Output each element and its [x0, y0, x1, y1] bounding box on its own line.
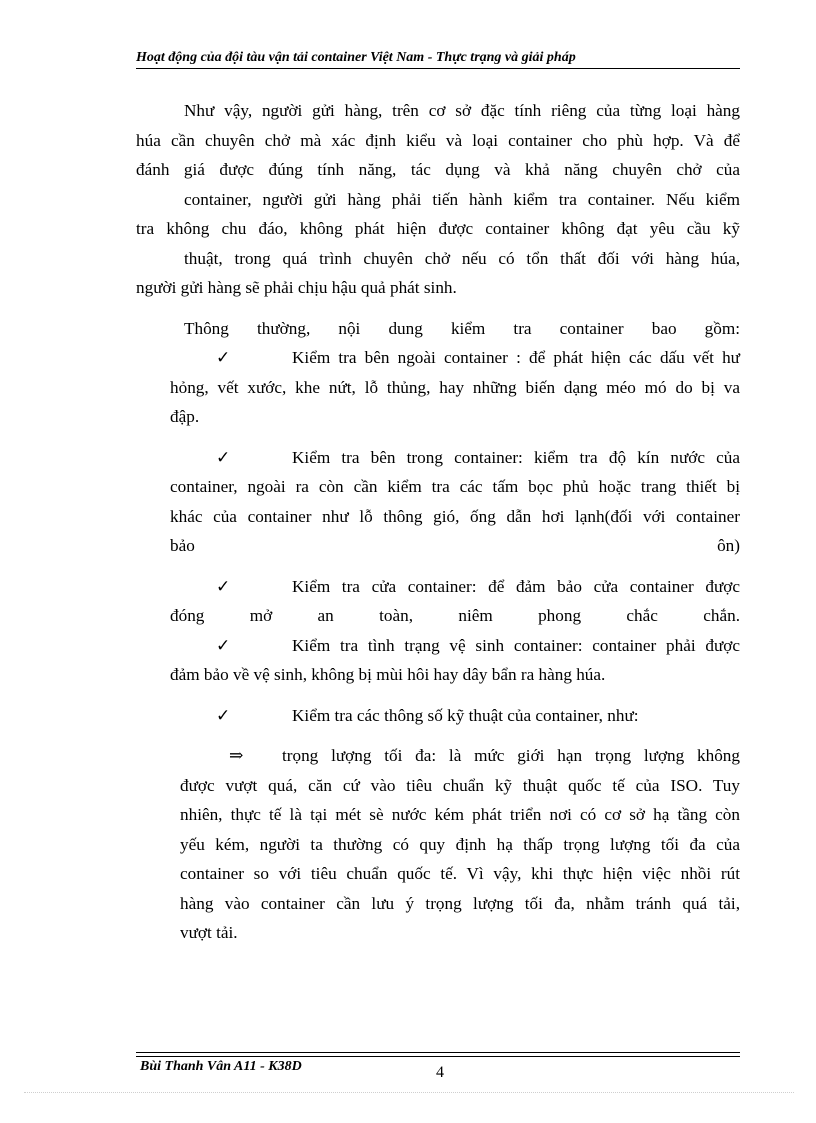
intro-line: Thông thường, nội dung kiểm tra container bao gồm: [184, 318, 740, 338]
bullet4-line2: đảm bảo về vệ sinh, không bị mùi hôi hay dây bẩn ra hàng húa. [170, 665, 606, 684]
sub1-line4: yếu kém, người ta thường có quy định hạ thấp trọng lượng tối đa của [180, 834, 740, 854]
bullet3-line1: Kiểm tra cửa container: để đảm bảo cửa container được [292, 576, 740, 596]
footer-author: Bùi Thanh Vân A11 - K38D [140, 1059, 302, 1074]
para2-line2: tra không chu đáo, không phát hiện được container không đạt yêu cầu kỹ [136, 219, 740, 238]
bullet2-line4: bảo ôn) [170, 536, 740, 555]
sub1-line2: được vượt quá, căn cứ vào tiêu chuẩn kỹ thuật quốc tế của ISO. Tuy [180, 775, 740, 795]
header-rule [136, 68, 740, 69]
bullet2-line1: Kiểm tra bên trong container: kiểm tra độ kín nước của [292, 447, 740, 467]
para3-line1: thuật, trong quá trình chuyên chở nếu có tổn thất đối với hàng húa, [184, 248, 740, 268]
bullet5-line1: Kiểm tra các thông số kỹ thuật của container, như: [292, 705, 639, 725]
bullet-item-door [136, 572, 740, 631]
bullet1-line1: Kiểm tra bên ngoài container : để phát hiện các dấu vết hư [292, 348, 740, 367]
check-mark-icon: ✓ [216, 705, 231, 725]
para1-line2: húa cần chuyên chở mà xác định kiểu và loại container cho phù hợp. Và để [136, 130, 740, 150]
bullet-item-interior [136, 443, 740, 561]
sub1-line3: nhiên, thực tế là tại mét sè nước kém phát triển nơi có cơ sở hạ tầng còn [180, 805, 740, 824]
check-mark-icon: ✓ [216, 348, 231, 367]
sub1-line1: trọng lượng tối đa: là mức giới hạn trọng lượng không [282, 746, 740, 765]
para1-line1: Như vậy, người gửi hàng, trên cơ sở đặc tính riêng của từng loại hàng [184, 101, 740, 120]
footer-rule-thin [136, 1056, 740, 1057]
bullet1-line2: hỏng, vết xước, khe nứt, lỗ thủng, hay những biến dạng méo mó do bị va [170, 377, 740, 397]
bullet-item-specs [136, 701, 740, 731]
check-mark-icon: ✓ [216, 635, 231, 655]
para1-line3: đánh giá được đúng tính năng, tác dụng và khả năng chuyên chở của [136, 160, 740, 179]
page-number: 4 [436, 1064, 444, 1081]
sub1-line7: vượt tải. [180, 923, 238, 942]
check-mark-icon: ✓ [216, 576, 231, 596]
bullet2-line2: container, ngoài ra còn cần kiểm tra các tấm bọc phủ hoặc trang thiết bị [170, 477, 740, 496]
check-mark-icon: ✓ [216, 447, 231, 467]
bullet-item-hygiene [136, 631, 740, 690]
arrow-icon: ⇒ [229, 746, 244, 765]
para3-line2: người gửi hàng sẽ phải chịu hậu quả phát sinh. [136, 278, 457, 297]
bullet4-line1: Kiểm tra tình trạng vệ sinh container: container phải được [292, 635, 740, 655]
bullet2-line3: khác của container như lỗ thông gió, ống dẫn hơi lạnh(đối với container [170, 506, 740, 526]
page-bottom-dotted-line [24, 1092, 794, 1093]
bullet1-line3: đập. [170, 407, 200, 426]
bullet-item-exterior [136, 343, 740, 432]
sub-item-max-weight [136, 741, 740, 948]
sub1-line6: hàng vào container cần lưu ý trọng lượng tối đa, nhằm tránh quá tải, [180, 893, 740, 913]
bullet3-line2: đóng mở an toàn, niêm phong chắc chắn. [170, 606, 740, 625]
para2-line1: container, người gửi hàng phải tiến hành kiểm tra container. Nếu kiểm [184, 189, 740, 209]
sub1-line5: container so với tiêu chuẩn quốc tế. Vì vậy, khi thực hiện việc nhồi rút [180, 864, 740, 883]
page-body [136, 96, 740, 948]
running-header: Hoạt động của đội tàu vận tải container Việt Nam - Thực trạng và giải pháp [136, 50, 576, 65]
footer-rule [136, 1052, 740, 1053]
